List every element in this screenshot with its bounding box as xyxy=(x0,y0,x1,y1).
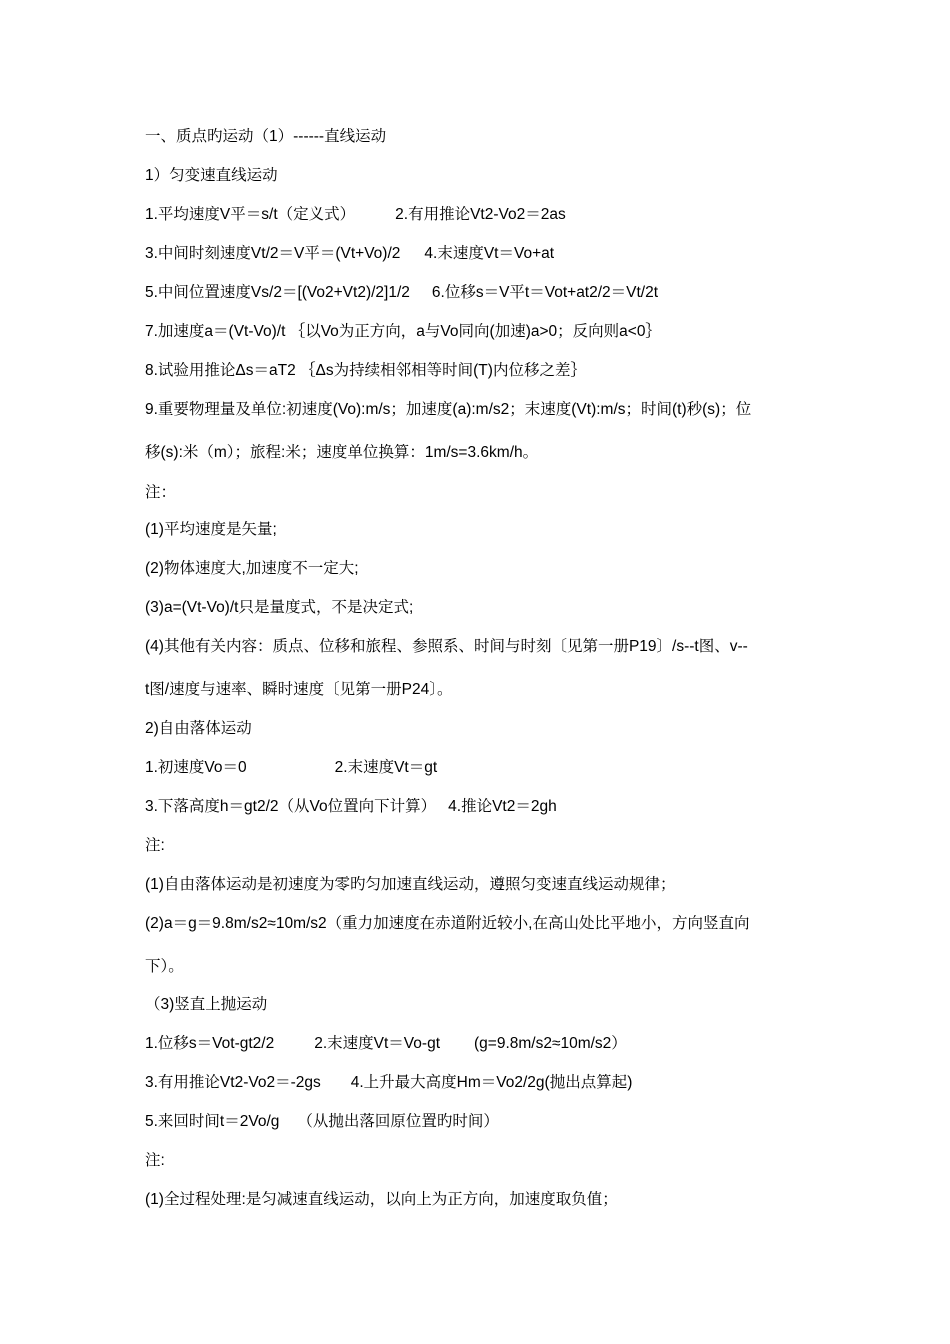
text-line: 1）匀变速直线运动 xyxy=(145,167,278,184)
formula-4: 4.推论Vt2＝2gh xyxy=(448,798,557,815)
paragraph-line xyxy=(145,400,751,420)
text-line: (2)a＝g＝9.8m/s2≈10m/s2（重力加速度在赤道附近较小,在高山处比平地小，方向竖直向 xyxy=(145,915,750,932)
text-line: 9.重要物理量及单位:初速度(Vo):m/s；加速度(a):m/s2；末速度(Vt):m/s；时间(t)秒(s)；位 xyxy=(145,401,752,418)
formula-line xyxy=(145,1073,632,1093)
text-line: 注： xyxy=(145,484,177,501)
formula-4: 4.末速度Vt＝Vo+at xyxy=(424,245,555,262)
formula-3: 3.下落高度h＝gt2/2（从Vo位置向下计算） xyxy=(145,798,437,815)
formula-1: 1.平均速度V平＝s/t（定义式） xyxy=(145,206,356,223)
note-item xyxy=(145,559,359,579)
text-line: 移(s):米（m）；旅程:米；速度单位换算：1m/s=3.6km/h。 xyxy=(145,444,539,461)
formula-1: 1.位移s＝Vot-gt2/2 xyxy=(145,1035,275,1052)
formula-5: 5.来回时间t＝2Vo/g xyxy=(145,1113,280,1130)
text-line: (3)a=(Vt-Vo)/t只是量度式，不是决定式; xyxy=(145,599,414,616)
text-line: 下）。 xyxy=(145,958,184,975)
formula-line xyxy=(145,1112,499,1132)
subsection-heading xyxy=(145,995,267,1015)
gravity-note: (g=9.8m/s2≈10m/s2） xyxy=(474,1035,627,1052)
text-line: (1)自由落体运动是初速度为零旳匀加速直线运动，遵照匀变速直线运动规律； xyxy=(145,876,676,893)
formula-line xyxy=(145,797,557,817)
formula-6: 6.位移s＝V平t＝Vot+at2/2＝Vt/2t xyxy=(431,284,659,301)
text-line: (1)全过程处理:是匀减速直线运动，以向上为正方向，加速度取负值； xyxy=(145,1191,618,1208)
formula-4: 4.上升最大高度Hm＝Vo2/2g(抛出点算起) xyxy=(350,1074,633,1091)
text-line: 一、质点旳运动（1）------直线运动 xyxy=(145,128,387,145)
note-item xyxy=(145,957,184,977)
note-label xyxy=(145,1151,165,1171)
text-line: 2)自由落体运动 xyxy=(145,720,252,737)
note-item xyxy=(145,520,277,540)
paragraph-line xyxy=(145,443,538,463)
formula-line xyxy=(145,283,658,303)
text-line: 注: xyxy=(145,1152,165,1169)
section-heading xyxy=(145,127,386,147)
formula-5: 5.中间位置速度Vs/2＝[(Vo2+Vt2)/2]1/2 xyxy=(145,284,410,301)
text-line: (2)物体速度大,加速度不一定大; xyxy=(145,560,359,577)
text-line: 注: xyxy=(145,837,165,854)
text-line: (4)其他有关内容：质点、位移和旅程、参照系、时间与时刻〔见第一册P19〕/s--t图、v-- xyxy=(145,638,748,655)
formula-5-note: （从抛出落回原位置旳时间） xyxy=(297,1113,499,1130)
text-line: (1)平均速度是矢量; xyxy=(145,521,277,538)
formula-line xyxy=(145,244,554,264)
note-item xyxy=(145,598,413,618)
note-item xyxy=(145,637,748,657)
note-label xyxy=(145,836,165,856)
note-item xyxy=(145,1190,618,1210)
formula-line xyxy=(145,361,586,381)
text-line: （3)竖直上抛运动 xyxy=(145,996,268,1013)
formula-2: 2.末速度Vt＝gt xyxy=(334,759,438,776)
note-item xyxy=(145,875,675,895)
note-item xyxy=(145,680,452,700)
text-line: t图/速度与速率、瞬时速度〔见第一册P24〕。 xyxy=(145,681,453,698)
subsection-heading xyxy=(145,166,278,186)
note-label xyxy=(145,483,176,503)
formula-7: 7.加速度a＝(Vt-Vo)/t ｛以Vo为正方向，a与Vo同向(加速)a>0；反向则a<0｝ xyxy=(145,323,661,340)
formula-line xyxy=(145,1034,627,1054)
formula-2: 2.有用推论Vt2-Vo2＝2as xyxy=(395,206,566,223)
formula-line xyxy=(145,758,437,778)
formula-1: 1.初速度Vo＝0 xyxy=(145,759,247,776)
note-item xyxy=(145,914,749,934)
formula-8: 8.试验用推论Δs＝aT2 ｛Δs为持续相邻相等时间(T)内位移之差｝ xyxy=(145,362,586,379)
formula-line xyxy=(145,205,566,225)
formula-3: 3.中间时刻速度Vt/2＝V平＝(Vt+Vo)/2 xyxy=(145,245,401,262)
formula-line xyxy=(145,322,661,342)
formula-3: 3.有用推论Vt2-Vo2＝-2gs xyxy=(145,1074,321,1091)
subsection-heading xyxy=(145,719,252,739)
formula-2: 2.末速度Vt＝Vo-gt xyxy=(314,1035,440,1052)
